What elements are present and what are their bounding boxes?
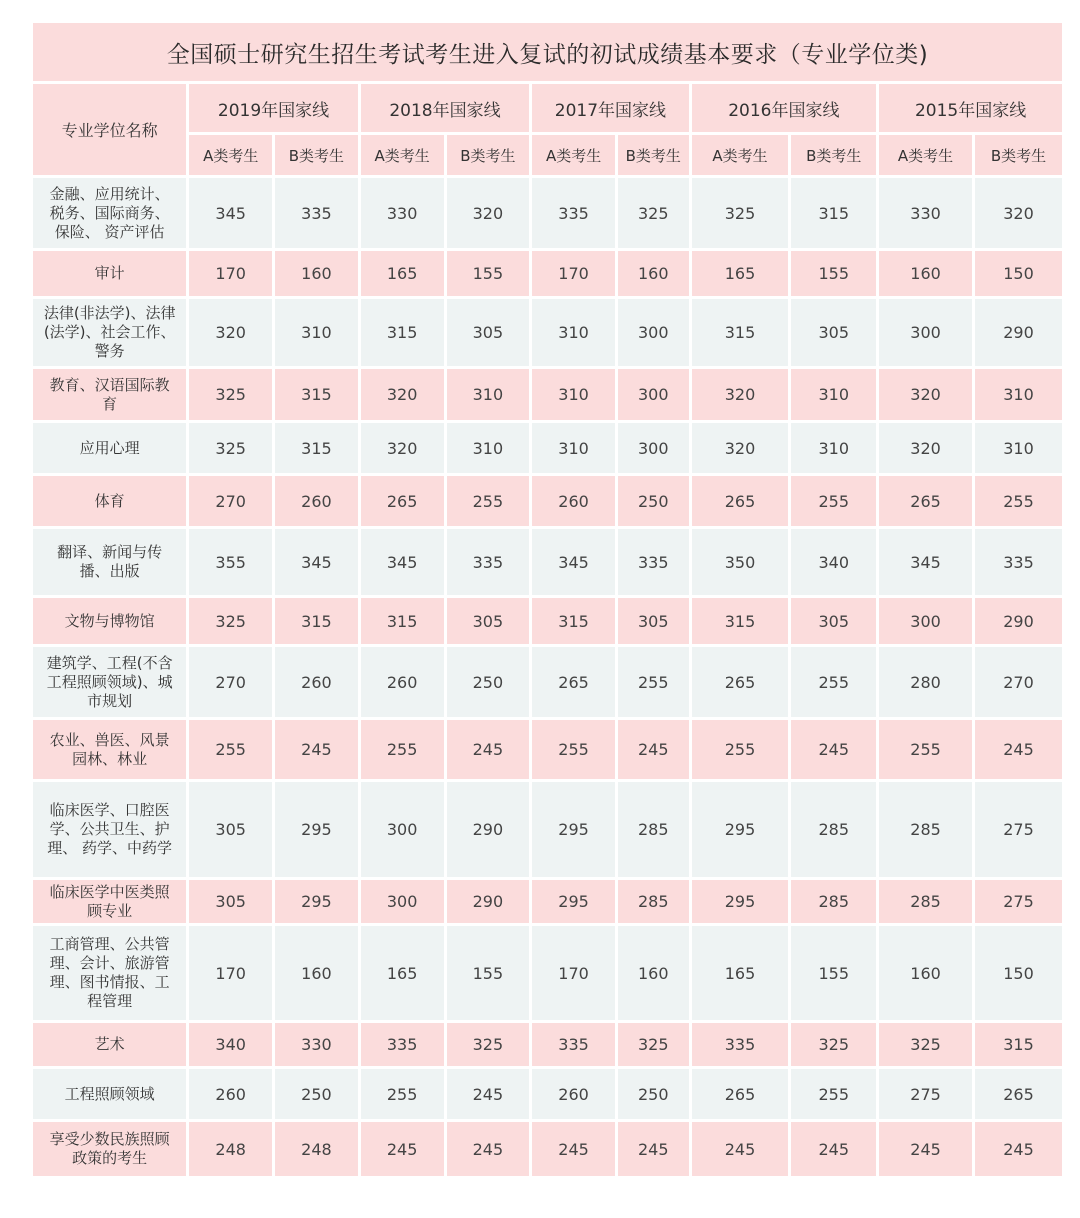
score-cell: 320 (189, 299, 272, 366)
year-header: 2017年国家线 (532, 84, 688, 132)
score-cell: 245 (692, 1122, 789, 1176)
degree-name-cell: 工商管理、公共管理、会计、旅游管理、图书情报、工程管理 (33, 926, 186, 1020)
a-candidate-header: A类考生 (189, 135, 272, 175)
cutoff-score-table (30, 20, 1065, 1179)
score-cell: 245 (618, 1122, 689, 1176)
score-cell: 325 (189, 598, 272, 644)
score-cell: 310 (975, 423, 1062, 473)
score-cell: 320 (692, 369, 789, 420)
score-cell: 250 (618, 476, 689, 526)
score-cell: 345 (275, 529, 358, 595)
table-row (33, 720, 1062, 779)
score-cell: 248 (189, 1122, 272, 1176)
score-cell: 265 (361, 476, 444, 526)
score-cell: 345 (361, 529, 444, 595)
score-cell: 320 (361, 369, 444, 420)
score-cell: 245 (975, 1122, 1062, 1176)
score-cell: 325 (791, 1023, 876, 1066)
score-cell: 275 (879, 1069, 972, 1119)
score-cell: 350 (692, 529, 789, 595)
table-row (33, 1069, 1062, 1119)
score-cell: 245 (791, 720, 876, 779)
score-cell: 315 (692, 598, 789, 644)
score-cell: 155 (791, 926, 876, 1020)
year-header: 2016年国家线 (692, 84, 877, 132)
score-cell: 160 (275, 251, 358, 296)
score-cell: 295 (692, 880, 789, 923)
b-candidate-header: B类考生 (618, 135, 689, 175)
table-title: 全国硕士研究生招生考试考生进入复试的初试成绩基本要求（专业学位类) (33, 23, 1062, 81)
score-cell: 300 (361, 782, 444, 877)
degree-name-cell: 审计 (33, 251, 186, 296)
score-cell: 270 (975, 647, 1062, 717)
year-header: 2018年国家线 (361, 84, 529, 132)
score-cell: 300 (879, 598, 972, 644)
score-cell: 255 (447, 476, 530, 526)
score-cell: 245 (532, 1122, 615, 1176)
score-cell: 285 (618, 782, 689, 877)
score-cell: 170 (189, 251, 272, 296)
score-cell: 320 (361, 423, 444, 473)
b-candidate-header: B类考生 (975, 135, 1062, 175)
score-cell: 315 (275, 423, 358, 473)
score-cell: 165 (361, 926, 444, 1020)
score-cell: 245 (447, 1069, 530, 1119)
score-cell: 305 (189, 880, 272, 923)
score-cell: 310 (447, 369, 530, 420)
score-cell: 260 (532, 476, 615, 526)
b-candidate-header: B类考生 (275, 135, 358, 175)
table-row (33, 178, 1062, 248)
score-cell: 245 (975, 720, 1062, 779)
score-cell: 280 (879, 647, 972, 717)
score-cell: 300 (618, 299, 689, 366)
score-cell: 340 (189, 1023, 272, 1066)
score-cell: 265 (975, 1069, 1062, 1119)
score-cell: 290 (447, 782, 530, 877)
score-cell: 285 (879, 880, 972, 923)
score-cell: 160 (618, 926, 689, 1020)
table-row (33, 647, 1062, 717)
score-cell: 265 (532, 647, 615, 717)
score-cell: 295 (692, 782, 789, 877)
score-cell: 315 (791, 178, 876, 248)
year-header: 2019年国家线 (189, 84, 357, 132)
degree-name-header: 专业学位名称 (33, 84, 186, 175)
score-cell: 330 (879, 178, 972, 248)
score-cell: 345 (532, 529, 615, 595)
score-cell: 260 (275, 476, 358, 526)
score-cell: 285 (791, 880, 876, 923)
score-cell: 165 (692, 926, 789, 1020)
score-cell: 305 (791, 598, 876, 644)
score-cell: 335 (975, 529, 1062, 595)
table-row (33, 251, 1062, 296)
score-cell: 155 (447, 926, 530, 1020)
score-cell: 260 (275, 647, 358, 717)
score-cell: 335 (618, 529, 689, 595)
score-cell: 315 (275, 598, 358, 644)
degree-name-cell: 法律(非法学)、法律(法学)、社会工作、警务 (33, 299, 186, 366)
score-cell: 355 (189, 529, 272, 595)
score-cell: 255 (791, 476, 876, 526)
score-cell: 320 (975, 178, 1062, 248)
score-cell: 330 (361, 178, 444, 248)
score-cell: 310 (532, 299, 615, 366)
score-cell: 325 (447, 1023, 530, 1066)
score-cell: 325 (618, 178, 689, 248)
score-cell: 345 (879, 529, 972, 595)
score-cell: 310 (447, 423, 530, 473)
score-cell: 245 (879, 1122, 972, 1176)
score-cell: 255 (692, 720, 789, 779)
score-cell: 300 (618, 369, 689, 420)
score-cell: 305 (189, 782, 272, 877)
score-cell: 170 (189, 926, 272, 1020)
score-cell: 320 (447, 178, 530, 248)
score-cell: 265 (879, 476, 972, 526)
score-cell: 270 (189, 476, 272, 526)
table-row (33, 880, 1062, 923)
score-cell: 325 (879, 1023, 972, 1066)
b-candidate-header: B类考生 (447, 135, 530, 175)
score-cell: 245 (275, 720, 358, 779)
score-cell: 270 (189, 647, 272, 717)
score-cell: 315 (361, 299, 444, 366)
degree-name-cell: 艺术 (33, 1023, 186, 1066)
score-cell: 315 (975, 1023, 1062, 1066)
score-cell: 325 (618, 1023, 689, 1066)
a-candidate-header: A类考生 (361, 135, 444, 175)
score-cell: 155 (447, 251, 530, 296)
table-row (33, 1023, 1062, 1066)
score-cell: 255 (361, 1069, 444, 1119)
score-cell: 295 (275, 880, 358, 923)
score-cell: 325 (189, 423, 272, 473)
table-row (33, 299, 1062, 366)
score-cell: 310 (532, 369, 615, 420)
score-cell: 285 (879, 782, 972, 877)
score-cell: 260 (189, 1069, 272, 1119)
score-cell: 305 (447, 299, 530, 366)
score-cell: 325 (189, 369, 272, 420)
score-cell: 310 (975, 369, 1062, 420)
a-candidate-header: A类考生 (692, 135, 789, 175)
score-cell: 255 (361, 720, 444, 779)
degree-name-cell: 工程照顾领域 (33, 1069, 186, 1119)
score-cell: 300 (618, 423, 689, 473)
score-cell: 315 (361, 598, 444, 644)
degree-name-cell: 临床医学、口腔医学、公共卫生、护理、 药学、中药学 (33, 782, 186, 877)
score-cell: 275 (975, 782, 1062, 877)
score-cell: 245 (361, 1122, 444, 1176)
score-cell: 315 (692, 299, 789, 366)
table-row (33, 369, 1062, 420)
score-cell: 160 (618, 251, 689, 296)
score-cell: 345 (189, 178, 272, 248)
score-cell: 310 (532, 423, 615, 473)
score-cell: 245 (447, 1122, 530, 1176)
degree-name-cell: 文物与博物馆 (33, 598, 186, 644)
b-candidate-header: B类考生 (791, 135, 876, 175)
score-cell: 248 (275, 1122, 358, 1176)
score-cell: 290 (975, 299, 1062, 366)
score-cell: 295 (275, 782, 358, 877)
score-cell: 160 (879, 926, 972, 1020)
table-row (33, 598, 1062, 644)
degree-name-cell: 建筑学、工程(不含工程照顾领域)、城市规划 (33, 647, 186, 717)
table-row (33, 926, 1062, 1020)
score-cell: 260 (532, 1069, 615, 1119)
score-cell: 255 (618, 647, 689, 717)
year-header: 2015年国家线 (879, 84, 1062, 132)
score-cell: 165 (692, 251, 789, 296)
score-cell: 315 (532, 598, 615, 644)
score-cell: 320 (879, 423, 972, 473)
degree-name-cell: 金融、应用统计、税务、国际商务、保险、 资产评估 (33, 178, 186, 248)
score-cell: 160 (275, 926, 358, 1020)
score-cell: 255 (791, 1069, 876, 1119)
score-cell: 150 (975, 926, 1062, 1020)
score-cell: 170 (532, 926, 615, 1020)
degree-name-cell: 应用心理 (33, 423, 186, 473)
score-cell: 255 (532, 720, 615, 779)
score-cell: 335 (532, 178, 615, 248)
score-cell: 150 (975, 251, 1062, 296)
score-cell: 295 (532, 880, 615, 923)
score-cell: 300 (361, 880, 444, 923)
a-candidate-header: A类考生 (879, 135, 972, 175)
score-cell: 245 (447, 720, 530, 779)
score-cell: 335 (447, 529, 530, 595)
score-cell: 250 (447, 647, 530, 717)
score-cell: 340 (791, 529, 876, 595)
score-cell: 255 (975, 476, 1062, 526)
degree-name-cell: 教育、汉语国际教育 (33, 369, 186, 420)
table-row (33, 529, 1062, 595)
degree-name-cell: 翻译、新闻与传播、出版 (33, 529, 186, 595)
score-cell: 255 (879, 720, 972, 779)
score-cell: 320 (879, 369, 972, 420)
score-cell: 285 (791, 782, 876, 877)
score-cell: 275 (975, 880, 1062, 923)
score-cell: 250 (618, 1069, 689, 1119)
score-cell: 315 (275, 369, 358, 420)
score-cell: 165 (361, 251, 444, 296)
score-cell: 310 (791, 369, 876, 420)
score-cell: 245 (618, 720, 689, 779)
score-cell: 305 (618, 598, 689, 644)
score-cell: 160 (879, 251, 972, 296)
score-cell: 305 (447, 598, 530, 644)
score-cell: 255 (791, 647, 876, 717)
score-cell: 310 (275, 299, 358, 366)
score-cell: 300 (879, 299, 972, 366)
score-cell: 260 (361, 647, 444, 717)
score-cell: 290 (975, 598, 1062, 644)
degree-name-cell: 体育 (33, 476, 186, 526)
score-cell: 335 (692, 1023, 789, 1066)
score-cell: 265 (692, 476, 789, 526)
score-cell: 170 (532, 251, 615, 296)
score-cell: 305 (791, 299, 876, 366)
score-cell: 325 (692, 178, 789, 248)
score-cell: 320 (692, 423, 789, 473)
score-cell: 250 (275, 1069, 358, 1119)
degree-name-cell: 农业、兽医、风景园林、林业 (33, 720, 186, 779)
table-row (33, 1122, 1062, 1176)
score-cell: 245 (791, 1122, 876, 1176)
score-cell: 265 (692, 647, 789, 717)
score-cell: 310 (791, 423, 876, 473)
score-cell: 335 (532, 1023, 615, 1066)
table-body (33, 178, 1062, 1176)
table-row (33, 423, 1062, 473)
table-row (33, 782, 1062, 877)
score-cell: 265 (692, 1069, 789, 1119)
a-candidate-header: A类考生 (532, 135, 615, 175)
score-cell: 285 (618, 880, 689, 923)
degree-name-cell: 临床医学中医类照顾专业 (33, 880, 186, 923)
score-cell: 295 (532, 782, 615, 877)
score-cell: 290 (447, 880, 530, 923)
degree-name-cell: 享受少数民族照顾政策的考生 (33, 1122, 186, 1176)
score-cell: 255 (189, 720, 272, 779)
score-cell: 330 (275, 1023, 358, 1066)
score-cell: 335 (275, 178, 358, 248)
score-cell: 335 (361, 1023, 444, 1066)
score-cell: 155 (791, 251, 876, 296)
table-row (33, 476, 1062, 526)
